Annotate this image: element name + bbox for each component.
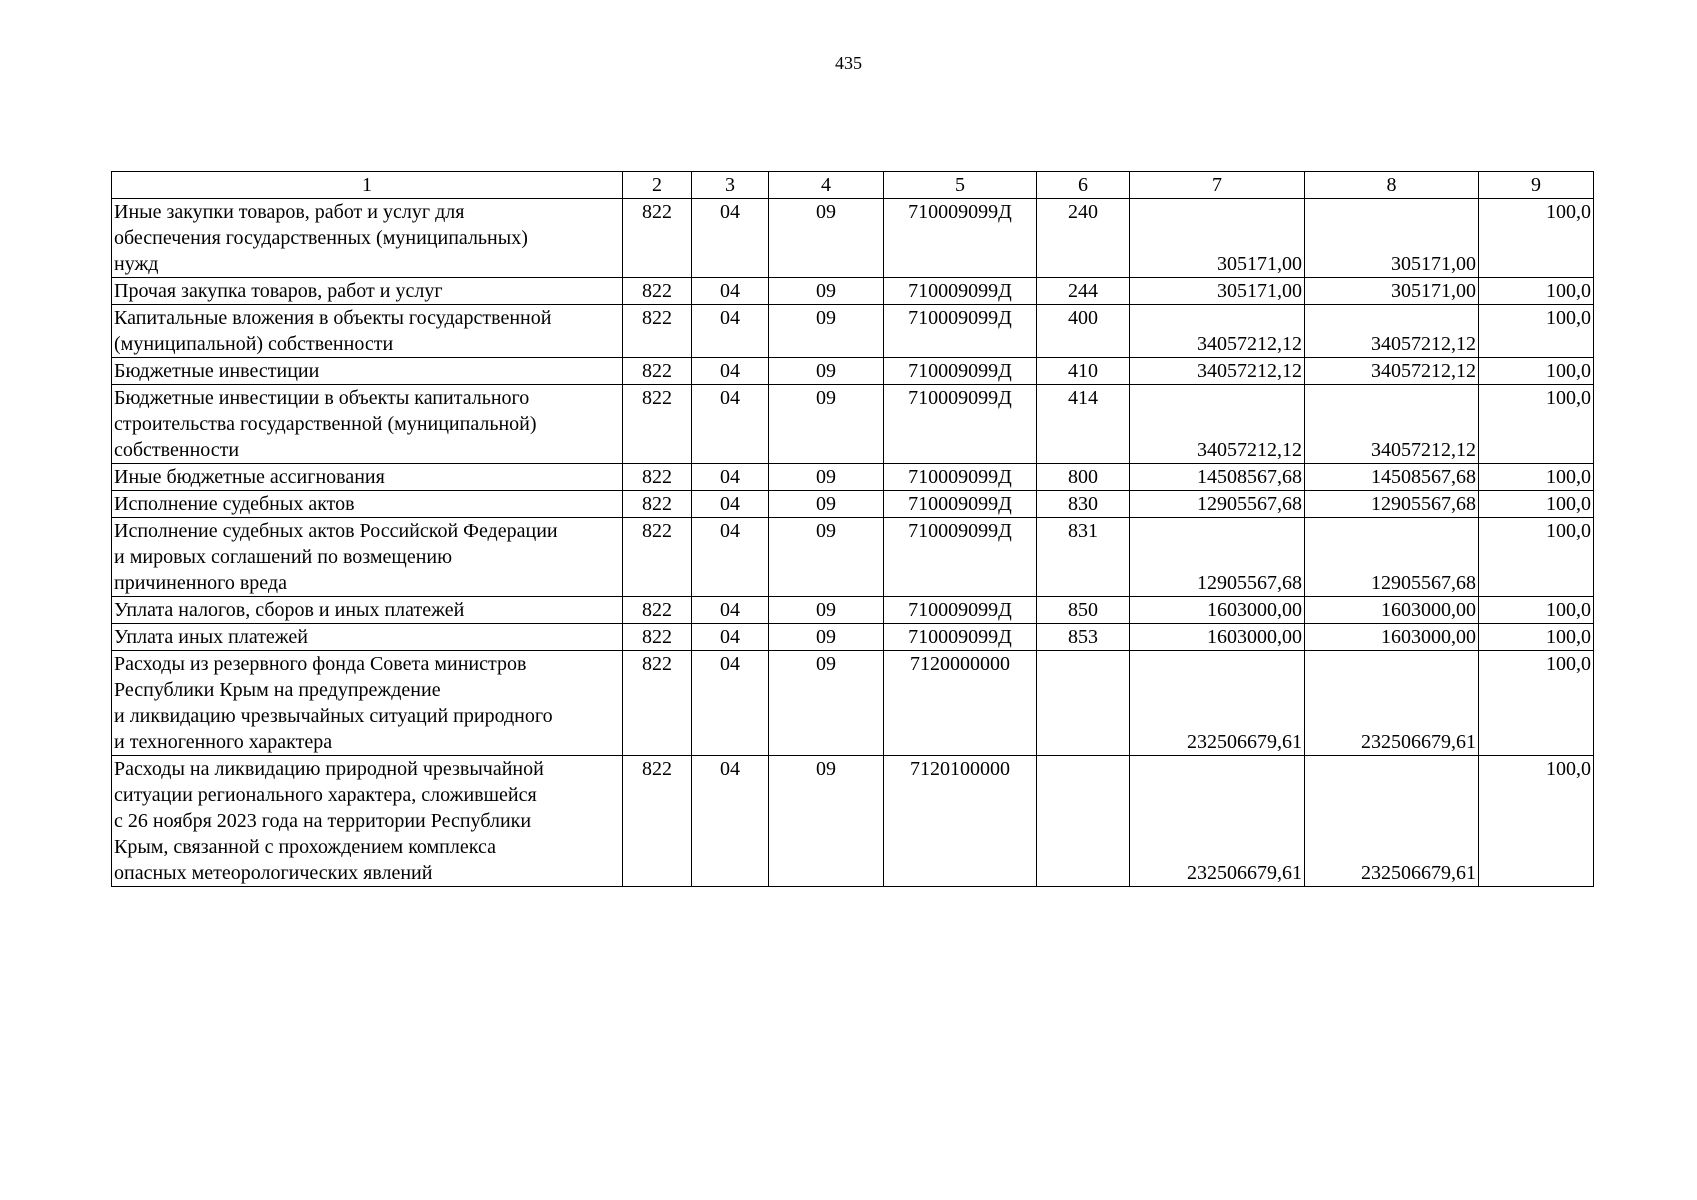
- executed-amount: 14508567,68: [1305, 464, 1479, 491]
- admin-code: 822: [623, 518, 692, 597]
- expense-name-line: Капитальные вложения в объекты государственной: [114, 307, 552, 329]
- execution-percent: 100,0: [1479, 385, 1594, 464]
- expense-name: [112, 756, 623, 887]
- subsection-code: 09: [769, 518, 884, 597]
- table-row: [112, 305, 1594, 358]
- expense-name: [112, 305, 623, 358]
- admin-code: 822: [623, 624, 692, 651]
- executed-amount: 305171,00: [1305, 199, 1479, 278]
- expense-name: [112, 597, 623, 624]
- planned-amount: 12905567,68: [1130, 491, 1305, 518]
- expense-name-line: ситуации регионального характера, сложившейся: [114, 784, 537, 806]
- planned-amount: 305171,00: [1130, 278, 1305, 305]
- admin-code: 822: [623, 651, 692, 756]
- subsection-code: 09: [769, 756, 884, 887]
- executed-amount: 12905567,68: [1305, 518, 1479, 597]
- executed-amount: 232506679,61: [1305, 756, 1479, 887]
- expense-name-line: собственности: [114, 439, 240, 461]
- expense-type-code: 831: [1037, 518, 1130, 597]
- table-row: [112, 385, 1594, 464]
- expense-name: [112, 385, 623, 464]
- subsection-code: 09: [769, 278, 884, 305]
- planned-amount: 232506679,61: [1130, 651, 1305, 756]
- table-row: [112, 518, 1594, 597]
- execution-percent: 100,0: [1479, 491, 1594, 518]
- expense-type-code: 414: [1037, 385, 1130, 464]
- admin-code: 822: [623, 464, 692, 491]
- section-code: 04: [692, 491, 769, 518]
- planned-amount: 14508567,68: [1130, 464, 1305, 491]
- admin-code: 822: [623, 278, 692, 305]
- expense-name-line: обеспечения государственных (муниципальных): [114, 227, 528, 249]
- expense-name-line: (муниципальной) собственности: [114, 333, 394, 355]
- table-row: [112, 278, 1594, 305]
- expense-name-line: Расходы из резервного фонда Совета министров: [114, 653, 527, 675]
- admin-code: 822: [623, 756, 692, 887]
- expense-name-line: причиненного вреда: [114, 572, 287, 594]
- table-row: [112, 651, 1594, 756]
- subsection-code: 09: [769, 385, 884, 464]
- section-code: 04: [692, 597, 769, 624]
- column-header-3: 3: [692, 172, 769, 199]
- column-header-9: 9: [1479, 172, 1594, 199]
- section-code: 04: [692, 756, 769, 887]
- planned-amount: 34057212,12: [1130, 385, 1305, 464]
- subsection-code: 09: [769, 624, 884, 651]
- budget-table: [111, 171, 1594, 887]
- expense-name-line: нужд: [114, 253, 159, 275]
- section-code: 04: [692, 518, 769, 597]
- table-row: [112, 199, 1594, 278]
- target-article-code: 710009099Д: [884, 278, 1037, 305]
- expense-name: [112, 518, 623, 597]
- table-row: [112, 358, 1594, 385]
- expense-name: [112, 651, 623, 756]
- execution-percent: 100,0: [1479, 199, 1594, 278]
- execution-percent: 100,0: [1479, 624, 1594, 651]
- execution-percent: 100,0: [1479, 305, 1594, 358]
- admin-code: 822: [623, 597, 692, 624]
- column-header-2: 2: [623, 172, 692, 199]
- expense-type-code: 244: [1037, 278, 1130, 305]
- target-article-code: 710009099Д: [884, 305, 1037, 358]
- execution-percent: 100,0: [1479, 518, 1594, 597]
- executed-amount: 34057212,12: [1305, 305, 1479, 358]
- execution-percent: 100,0: [1479, 756, 1594, 887]
- planned-amount: 1603000,00: [1130, 624, 1305, 651]
- table-row: [112, 464, 1594, 491]
- expense-type-code: [1037, 651, 1130, 756]
- expense-name-line: Исполнение судебных актов Российской Федерации: [114, 520, 558, 542]
- expense-name-line: с 26 ноября 2023 года на территории Республики: [114, 810, 532, 832]
- executed-amount: 305171,00: [1305, 278, 1479, 305]
- planned-amount: 34057212,12: [1130, 305, 1305, 358]
- expense-name-line: Бюджетные инвестиции: [114, 360, 320, 382]
- expense-type-code: 410: [1037, 358, 1130, 385]
- executed-amount: 34057212,12: [1305, 385, 1479, 464]
- subsection-code: 09: [769, 651, 884, 756]
- table-row: [112, 491, 1594, 518]
- expense-type-code: 400: [1037, 305, 1130, 358]
- expense-name-line: Исполнение судебных актов: [114, 493, 355, 515]
- section-code: 04: [692, 385, 769, 464]
- expense-name-line: Бюджетные инвестиции в объекты капитального: [114, 387, 530, 409]
- expense-name-line: Прочая закупка товаров, работ и услуг: [114, 280, 443, 302]
- section-code: 04: [692, 199, 769, 278]
- expense-name-line: Уплата налогов, сборов и иных платежей: [114, 599, 465, 621]
- expense-name-line: опасных метеорологических явлений: [114, 862, 433, 884]
- expense-name: [112, 491, 623, 518]
- planned-amount: 232506679,61: [1130, 756, 1305, 887]
- subsection-code: 09: [769, 597, 884, 624]
- target-article-code: 710009099Д: [884, 358, 1037, 385]
- target-article-code: 710009099Д: [884, 624, 1037, 651]
- section-code: 04: [692, 651, 769, 756]
- expense-name-line: Иные закупки товаров, работ и услуг для: [114, 201, 465, 223]
- admin-code: 822: [623, 385, 692, 464]
- target-article-code: 7120000000: [884, 651, 1037, 756]
- expense-name: [112, 624, 623, 651]
- expense-name-line: и мировых соглашений по возмещению: [114, 546, 453, 568]
- table-row: [112, 597, 1594, 624]
- executed-amount: 1603000,00: [1305, 624, 1479, 651]
- subsection-code: 09: [769, 199, 884, 278]
- execution-percent: 100,0: [1479, 358, 1594, 385]
- expense-name-line: Крым, связанной с прохождением комплекса: [114, 836, 496, 858]
- execution-percent: 100,0: [1479, 278, 1594, 305]
- column-header-4: 4: [769, 172, 884, 199]
- target-article-code: 710009099Д: [884, 199, 1037, 278]
- execution-percent: 100,0: [1479, 464, 1594, 491]
- target-article-code: 710009099Д: [884, 518, 1037, 597]
- target-article-code: 710009099Д: [884, 597, 1037, 624]
- expense-type-code: 850: [1037, 597, 1130, 624]
- expense-type-code: 240: [1037, 199, 1130, 278]
- expense-name-line: и ликвидацию чрезвычайных ситуаций природного: [114, 705, 553, 727]
- column-header-7: 7: [1130, 172, 1305, 199]
- table-body: [112, 199, 1594, 887]
- target-article-code: 710009099Д: [884, 385, 1037, 464]
- subsection-code: 09: [769, 305, 884, 358]
- expense-name: [112, 464, 623, 491]
- expense-type-code: 830: [1037, 491, 1130, 518]
- execution-percent: 100,0: [1479, 651, 1594, 756]
- expense-name-line: строительства государственной (муниципальной): [114, 413, 537, 435]
- expense-name-line: Иные бюджетные ассигнования: [114, 466, 385, 488]
- expense-type-code: 800: [1037, 464, 1130, 491]
- subsection-code: 09: [769, 358, 884, 385]
- expense-name: [112, 199, 623, 278]
- planned-amount: 34057212,12: [1130, 358, 1305, 385]
- executed-amount: 1603000,00: [1305, 597, 1479, 624]
- expense-name-line: Республики Крым на предупреждение: [114, 679, 441, 701]
- target-article-code: 710009099Д: [884, 491, 1037, 518]
- section-code: 04: [692, 624, 769, 651]
- section-code: 04: [692, 464, 769, 491]
- target-article-code: 710009099Д: [884, 464, 1037, 491]
- admin-code: 822: [623, 358, 692, 385]
- section-code: 04: [692, 305, 769, 358]
- column-header-6: 6: [1037, 172, 1130, 199]
- planned-amount: 12905567,68: [1130, 518, 1305, 597]
- expense-type-code: 853: [1037, 624, 1130, 651]
- execution-percent: 100,0: [1479, 597, 1594, 624]
- column-header-1: 1: [112, 172, 623, 199]
- column-header-5: 5: [884, 172, 1037, 199]
- expense-name: [112, 358, 623, 385]
- expense-name: [112, 278, 623, 305]
- expense-name-line: Уплата иных платежей: [114, 626, 308, 648]
- header-row: [112, 172, 1594, 199]
- expense-name-line: Расходы на ликвидацию природной чрезвычайной: [114, 758, 544, 780]
- expense-name-line: и техногенного характера: [114, 731, 333, 753]
- planned-amount: 1603000,00: [1130, 597, 1305, 624]
- admin-code: 822: [623, 199, 692, 278]
- admin-code: 822: [623, 305, 692, 358]
- section-code: 04: [692, 278, 769, 305]
- section-code: 04: [692, 358, 769, 385]
- subsection-code: 09: [769, 464, 884, 491]
- table-row: [112, 624, 1594, 651]
- target-article-code: 7120100000: [884, 756, 1037, 887]
- executed-amount: 34057212,12: [1305, 358, 1479, 385]
- admin-code: 822: [623, 491, 692, 518]
- column-header-8: 8: [1305, 172, 1479, 199]
- page-number: 435: [835, 53, 862, 73]
- executed-amount: 12905567,68: [1305, 491, 1479, 518]
- expense-type-code: [1037, 756, 1130, 887]
- executed-amount: 232506679,61: [1305, 651, 1479, 756]
- planned-amount: 305171,00: [1130, 199, 1305, 278]
- table-row: [112, 756, 1594, 887]
- subsection-code: 09: [769, 491, 884, 518]
